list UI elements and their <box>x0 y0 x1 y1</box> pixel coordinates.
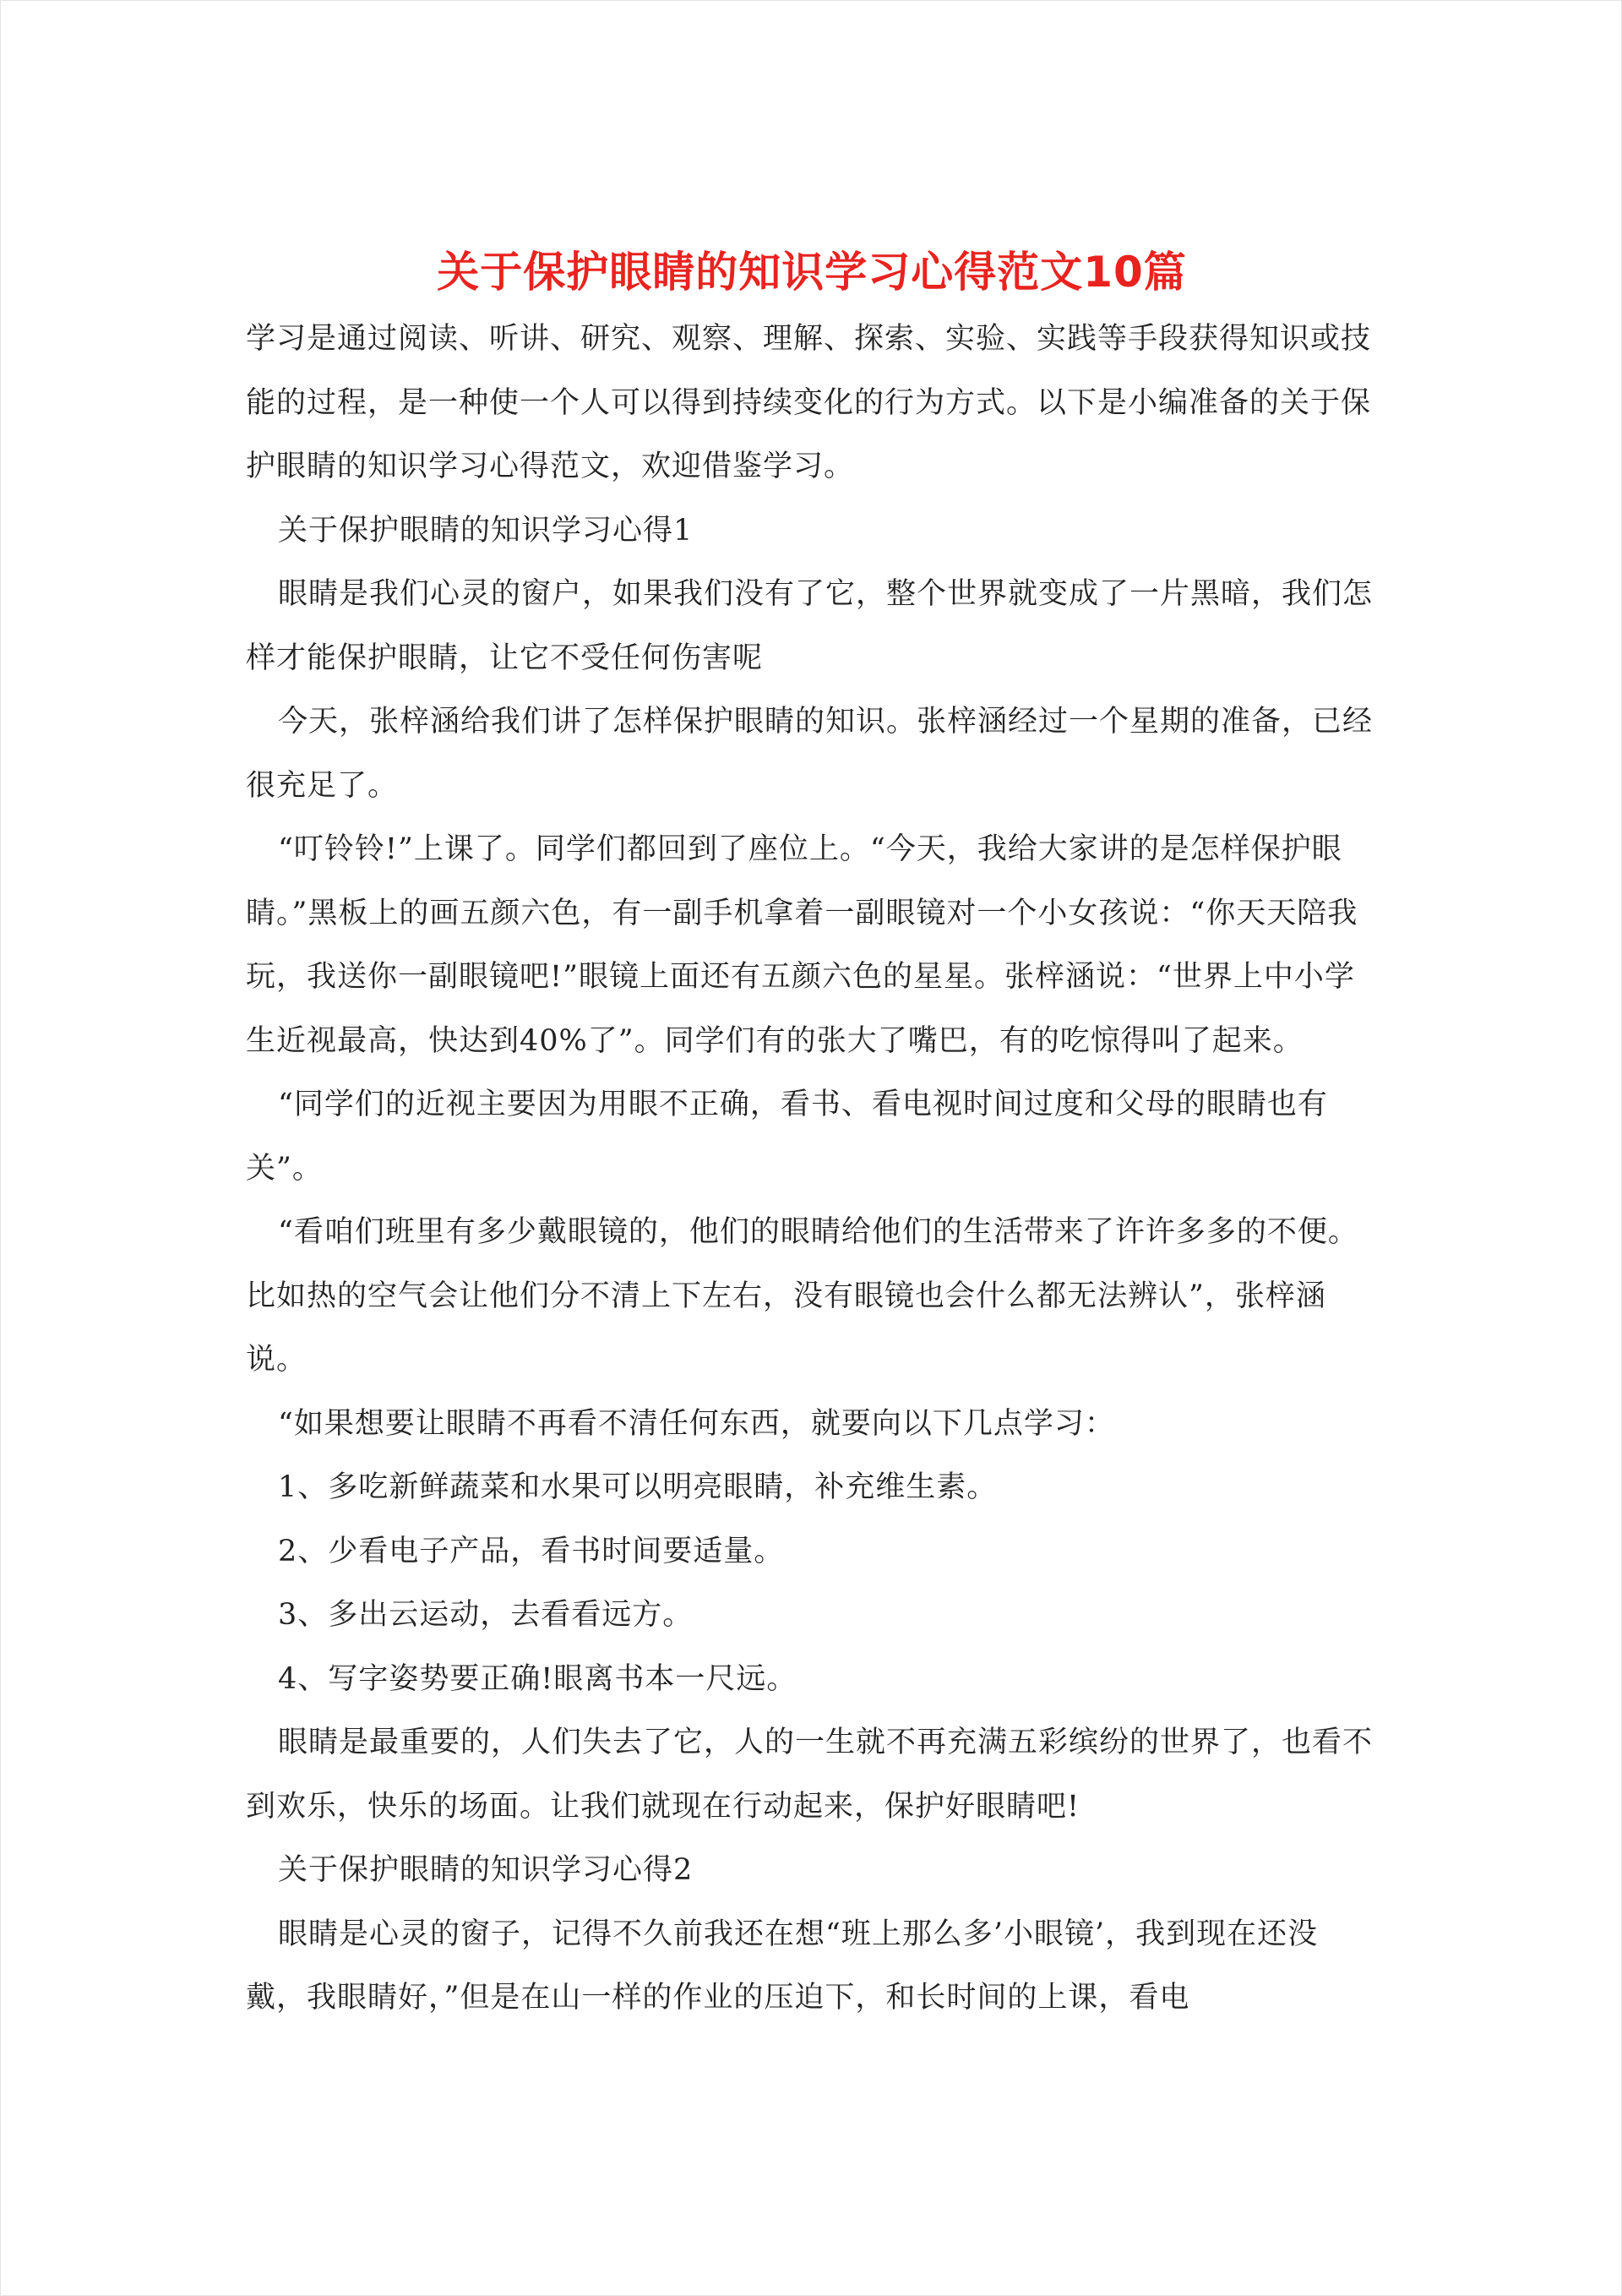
paragraph: “如果想要让眼睛不再看不清任何东西，就要向以下几点学习： <box>278 1406 1115 1441</box>
paragraph: 学习是通过阅读、听讲、研究、观察、理解、探索、实验、实践等手段获得知识或技能的过程，是一种使一个人可以得到持续变化的行为方式。以下是小编准备的关于保护眼睛的知识学习心得范文，欢迎借鉴学习。 <box>246 322 1372 483</box>
paragraph: 眼睛是最重要的，人们失去了它，人的一生就不再充满五彩缤纷的世界了，也看不到欢乐，快乐的场面。让我们就现在行动起来，保护好眼睛吧! <box>246 1726 1374 1824</box>
paragraph: 眼睛是我们心灵的窗户，如果我们没有了它，整个世界就变成了一片黑暗，我们怎样才能保护眼睛，让它不受任何伤害呢 <box>246 577 1374 675</box>
document-title: 关于保护眼睛的知识学习心得范文10篇 <box>437 248 1187 297</box>
paragraph: 4、写字姿势要正确!眼离书本一尺远。 <box>278 1661 797 1696</box>
document-body <box>246 245 1378 2031</box>
paragraph: 关于保护眼睛的知识学习心得2 <box>278 1853 694 1887</box>
paragraph-list <box>246 308 1378 2031</box>
paragraph: 2、少看电子产品，看书时间要适量。 <box>278 1534 785 1568</box>
paragraph: “同学们的近视主要因为用眼不正确，看书、看电视时间过度和父母的眼睛也有关”。 <box>246 1088 1328 1186</box>
paragraph: 1、多吃新鲜蔬菜和水果可以明亮眼睛，补充维生素。 <box>278 1470 998 1504</box>
paragraph: “叮铃铃!”上课了。同学们都回到了座位上。“今天，我给大家讲的是怎样保护眼睛。”黑板上的画五颜六色，有一副手机拿着一副眼镜对一个小女孩说：“你天天陪我玩，我送你一副眼镜吧!”眼镜上面还有五颜六色的星星。张梓涵说：“世界上中小学生近视最高，快达到40%了”。同学们有的张大了嘴巴，有的吃惊得叫了起来。 <box>246 832 1358 1058</box>
paragraph: 今天，张梓涵给我们讲了怎样保护眼睛的知识。张梓涵经过一个星期的准备，已经很充足了。 <box>246 705 1374 803</box>
paragraph: “看咱们班里有多少戴眼镜的，他们的眼睛给他们的生活带来了许许多多的不便。比如热的空气会让他们分不清上下左右，没有眼镜也会什么都无法辨认”，张梓涵说。 <box>246 1215 1358 1377</box>
paragraph: 关于保护眼睛的知识学习心得1 <box>278 513 694 548</box>
paragraph: 3、多出云运动，去看看远方。 <box>278 1598 694 1632</box>
paragraph: 眼睛是心灵的窗子，记得不久前我还在想“班上那么多’小眼镜’，我到现在还没戴，我眼睛好，”但是在山一样的作业的压迫下，和长时间的上课，看电 <box>246 1917 1319 2015</box>
